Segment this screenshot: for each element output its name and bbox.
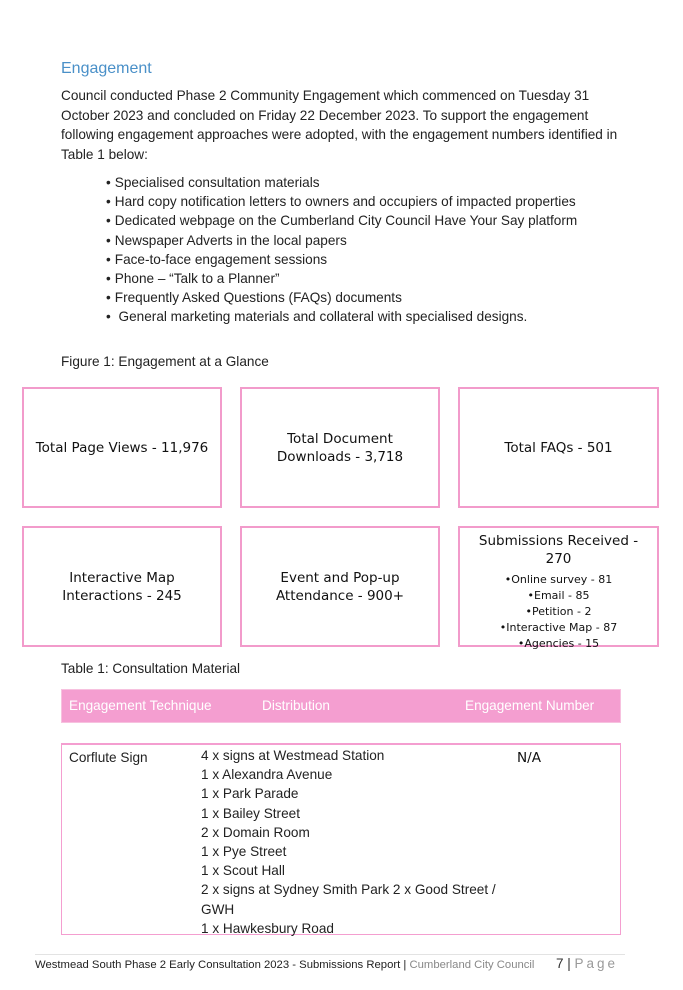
list-item: • General marketing materials and collateral with specialised designs. bbox=[106, 307, 577, 326]
stat-box-faqs bbox=[458, 387, 659, 508]
distribution-item: 1 x Scout Hall bbox=[201, 863, 285, 879]
list-item: • Hard copy notification letters to owners and occupiers of impacted properties bbox=[106, 192, 577, 211]
list-item: • Phone – “Talk to a Planner” bbox=[106, 269, 577, 288]
list-item: • Face-to-face engagement sessions bbox=[106, 250, 577, 269]
stat-text: Total FAQs - 501 bbox=[504, 439, 613, 456]
figure-caption: Figure 1: Engagement at a Glance bbox=[61, 354, 269, 369]
cell-engagement-number: N/A bbox=[517, 750, 542, 766]
page-indicator bbox=[556, 956, 618, 971]
stat-box-events bbox=[240, 526, 440, 647]
list-item: • Frequently Asked Questions (FAQs) documents bbox=[106, 288, 577, 307]
page-number: 7 bbox=[556, 956, 564, 971]
stat-text: Interactive Map Interactions - 245 bbox=[62, 569, 182, 604]
intro-paragraph: Council conducted Phase 2 Community Engagement which commenced on Tuesday 31 October 2023 and concluded on Friday 22 December 2023. To support the engagement following engagement approaches were adopted, with the engagement numbers identified in Table 1 below: bbox=[61, 88, 618, 162]
footer-text bbox=[35, 959, 534, 971]
stat-box-page-views bbox=[22, 387, 222, 508]
submission-item: • Agencies - 15 bbox=[500, 636, 617, 652]
column-header-technique: Engagement Technique bbox=[69, 698, 212, 713]
submissions-title: Submissions Received - 270 bbox=[478, 533, 639, 567]
footer-separator: | bbox=[400, 959, 410, 971]
table-caption: Table 1: Consultation Material bbox=[61, 661, 241, 676]
distribution-item: 1 x Pye Street bbox=[201, 844, 287, 860]
distribution-item: 1 x Park Parade bbox=[201, 786, 299, 802]
section-heading: Engagement bbox=[61, 60, 152, 77]
page-word: Page bbox=[574, 956, 619, 971]
list-item: • Dedicated webpage on the Cumberland City Council Have Your Say platform bbox=[106, 211, 577, 230]
list-item: • Specialised consultation materials bbox=[106, 173, 577, 192]
stat-box-downloads bbox=[240, 387, 440, 508]
engagement-approaches-list bbox=[106, 173, 577, 327]
table-row bbox=[61, 743, 621, 935]
stat-box-submissions bbox=[458, 526, 659, 650]
column-header-distribution: Distribution bbox=[262, 698, 330, 713]
distribution-item: GWH bbox=[201, 901, 235, 917]
distribution-item: 1 x Alexandra Avenue bbox=[201, 767, 333, 783]
column-header-number: Engagement Number bbox=[465, 698, 595, 713]
submissions-breakdown bbox=[500, 572, 617, 652]
table-header bbox=[61, 689, 621, 723]
organisation-name: Cumberland City Council bbox=[409, 959, 535, 971]
distribution-item: 4 x signs at Westmead Station bbox=[201, 748, 385, 763]
stat-text: Total Document Downloads - 3,718 bbox=[276, 430, 404, 465]
footer-divider bbox=[35, 954, 625, 955]
stat-text: Total Page Views - 11,976 bbox=[35, 439, 209, 456]
page-separator: | bbox=[563, 956, 575, 971]
distribution-item: 1 x Hawkesbury Road bbox=[201, 920, 334, 936]
submission-item: • Petition - 2 bbox=[500, 604, 617, 620]
submission-item: • Online survey - 81 bbox=[500, 572, 617, 588]
submission-item: • Interactive Map - 87 bbox=[500, 620, 617, 636]
cell-distribution bbox=[201, 746, 521, 938]
distribution-item: 2 x Domain Room bbox=[201, 824, 310, 840]
distribution-item: 1 x Bailey Street bbox=[201, 805, 300, 821]
submission-item: • Email - 85 bbox=[500, 588, 617, 604]
stat-box-map-interactions bbox=[22, 526, 222, 647]
report-title: Westmead South Phase 2 Early Consultation 2023 - Submissions Report bbox=[35, 959, 401, 971]
cell-technique: Corflute Sign bbox=[69, 750, 148, 765]
distribution-item: 2 x signs at Sydney Smith Park 2 x Good Street / bbox=[201, 882, 496, 898]
list-item: • Newspaper Adverts in the local papers bbox=[106, 231, 577, 250]
stat-text: Event and Pop-up Attendance - 900+ bbox=[275, 569, 405, 604]
